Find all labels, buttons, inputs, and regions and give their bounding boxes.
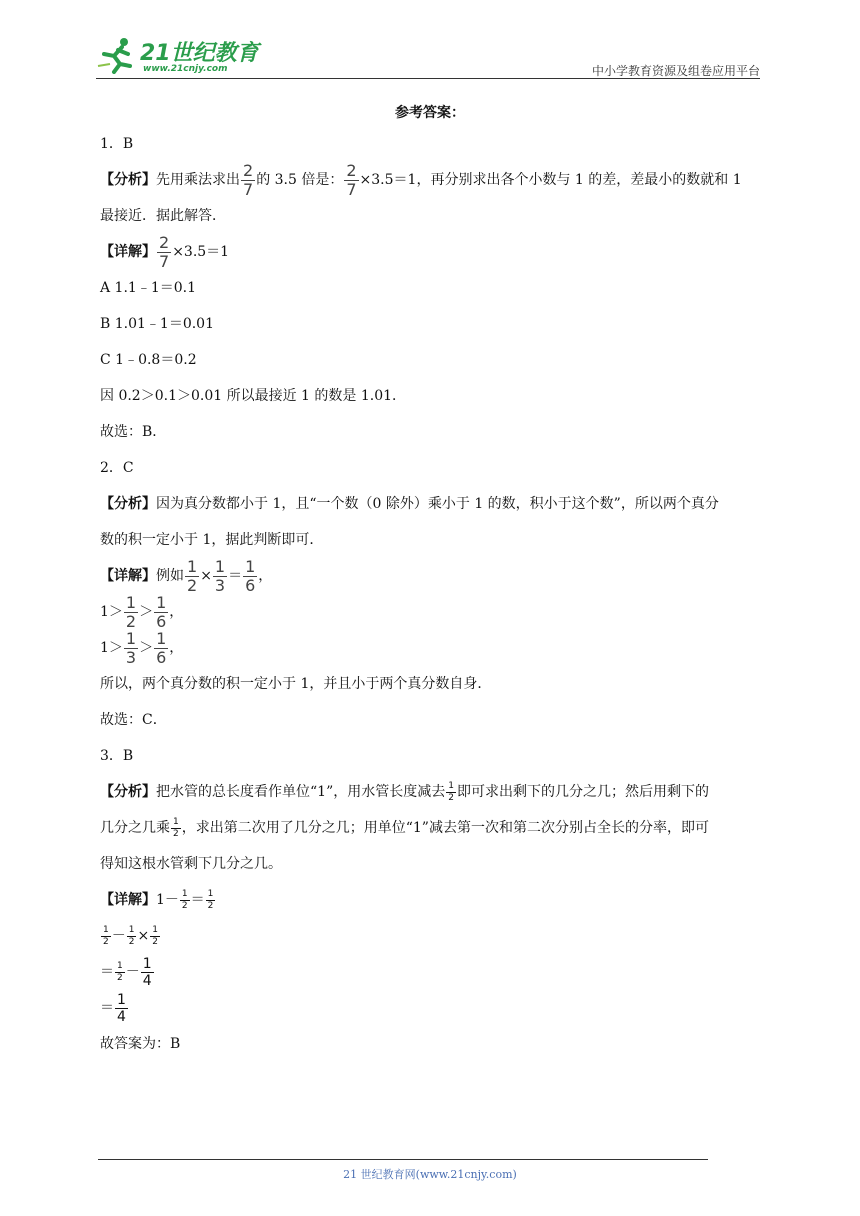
logo bbox=[96, 32, 266, 76]
q2-conclusion: 所以，两个真分数的积一定小于 1，并且小于两个真分数自身． bbox=[100, 676, 492, 692]
q3-analysis: 【分析】把水管的总长度看作单位“1”，用水管长度减去 $\frac{1}{2}$ 即可求出剩下的几分之几；然后用剩下的 bbox=[100, 780, 709, 803]
page-title: 参考答案： bbox=[395, 105, 465, 121]
q3-answer: 故答案为：B bbox=[100, 1036, 181, 1052]
q1-detail: 【详解】 $\frac{2}{7}$ ×3.5＝1 bbox=[100, 232, 230, 271]
q1-conclusion: 因 0.2＞0.1＞0.01 所以最接近 1 的数是 1.01． bbox=[100, 388, 407, 404]
q2-compare-1: 1＞ $\frac{1}{2}$ ＞ $\frac{1}{6}$ ， bbox=[100, 592, 184, 631]
q2-analysis: 【分析】因为真分数都小于 1，且“一个数（0 除外）乘小于 1 的数，积小于这个数”，所以两个真分 bbox=[100, 496, 719, 512]
q2-number: 2．C bbox=[100, 460, 134, 476]
q2-compare-2: 1＞ $\frac{1}{3}$ ＞ $\frac{1}{6}$ ， bbox=[100, 628, 184, 667]
q1-line-b: B 1.01﹣1＝0.01 bbox=[100, 316, 214, 332]
q3-step-1: $\frac{1}{2}$ － $\frac{1}{2}$ × $\frac{1}{2}$ bbox=[103, 924, 158, 947]
fraction-2-7: $\frac{2}{7}$ bbox=[159, 232, 170, 271]
q1-analysis: 【分析】先用乘法求出 $\frac{2}{7}$ 的 3.5 倍是： $\frac{2}{7}$ ×3.5＝1，再分别求出各个小数与 1 的差，差最小的数就和 1 bbox=[100, 160, 742, 199]
q2-detail: 【详解】例如 $\frac{1}{2}$ × $\frac{1}{3}$ ＝ $\frac{1}{6}$ ， bbox=[100, 556, 273, 595]
q1-line-c: C 1﹣0.8＝0.2 bbox=[100, 352, 197, 368]
q1-analysis-line2: 最接近．据此解答． bbox=[100, 208, 226, 224]
runner-logo-icon bbox=[96, 36, 140, 74]
page-header bbox=[96, 30, 760, 80]
q3-number: 3．B bbox=[100, 748, 134, 764]
q3-analysis-line2: 几分之几乘 $\frac{1}{2}$ ，求出第二次用了几分之几；用单位“1”减去第一次和第二次分别占全长的分率，即可 bbox=[100, 816, 709, 839]
header-divider bbox=[96, 78, 760, 79]
header-platform-text: 中小学教育资源及组卷应用平台 bbox=[591, 64, 760, 78]
fraction-2-7: $\frac{2}{7}$ bbox=[346, 160, 357, 199]
fraction-2-7: $\frac{2}{7}$ bbox=[243, 160, 254, 199]
q1-number: 1．B bbox=[100, 136, 134, 152]
q1-line-a: A 1.1﹣1＝0.1 bbox=[100, 280, 196, 296]
q2-answer: 故选：C． bbox=[100, 712, 167, 728]
footer-divider bbox=[98, 1159, 708, 1160]
answer-content bbox=[100, 126, 766, 1062]
q3-detail: 【详解】1－ $\frac{1}{2}$ ＝ $\frac{1}{2}$ bbox=[100, 888, 214, 911]
logo-title: 21世纪教育 bbox=[140, 41, 259, 66]
q1-answer: 故选：B． bbox=[100, 424, 167, 440]
q3-step-2: ＝ $\frac{1}{2}$ － $\frac{1}{4}$ bbox=[100, 955, 152, 989]
q2-analysis-line2: 数的积一定小于 1，据此判断即可． bbox=[100, 532, 324, 548]
page-footer: 21 世纪教育网(www.21cnjy.com) bbox=[343, 1168, 517, 1181]
q3-analysis-line3: 得知这根水管剩下几分之几。 bbox=[100, 856, 282, 872]
logo-url: www.21cnjy.com bbox=[143, 64, 228, 74]
q3-step-3: ＝ $\frac{1}{4}$ bbox=[100, 991, 126, 1025]
